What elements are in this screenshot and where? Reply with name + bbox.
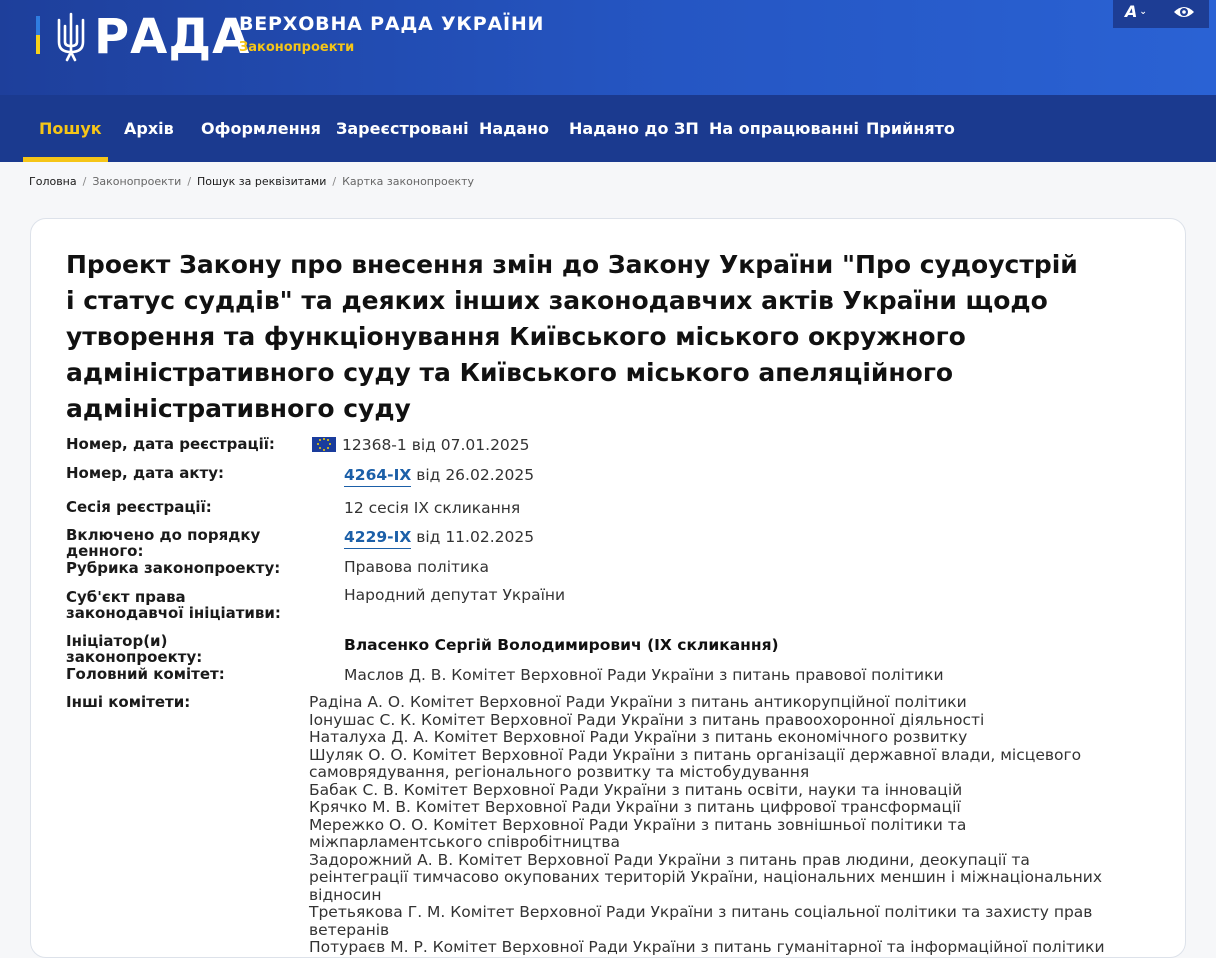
trident-icon — [53, 12, 89, 62]
site-header — [0, 0, 1216, 95]
field-label: Сесія реєстрації: — [66, 498, 212, 516]
breadcrumb — [29, 175, 474, 188]
field-value: Маслов Д. В. Комітет Верховної Ради України з питань правової політики — [344, 666, 944, 684]
field-value: 12368-1 від 07.01.2025 — [342, 436, 530, 454]
act-date: від 26.02.2025 — [416, 466, 535, 484]
act-number-link[interactable]: 4264-IX — [344, 466, 411, 487]
nav-item-adopted[interactable]: Прийнято — [866, 119, 955, 138]
list-item: Мережко О. О. Комітет Верховної Ради України з питань зовнішньої політики та міжпарламентського співробітництва — [309, 815, 967, 851]
site-logo[interactable]: РАДА — [94, 9, 251, 65]
agenda-date: від 11.02.2025 — [416, 528, 535, 546]
list-item: Наталуха Д. А. Комітет Верховної Ради України з питань економічного розвитку — [309, 728, 968, 746]
nav-item-archive[interactable]: Архів — [124, 119, 174, 138]
field-label: Включено до порядку денного: — [66, 526, 261, 560]
list-item: Задорожний А. В. Комітет Верховної Ради України з питань прав людини, деокупації та реінтеграції тимчасово окупованих територій України, національних меншин і міжнаціональних відносин — [309, 850, 1103, 904]
field-label: Інші комітети: — [66, 693, 191, 711]
field-label: Головний комітет: — [66, 665, 225, 683]
eu-flag-icon — [312, 437, 336, 452]
field-label: Ініціатор(и) законопроекту: — [66, 632, 203, 666]
section-subtitle[interactable]: Законопроекти — [239, 40, 355, 55]
ukraine-flag-icon — [36, 16, 40, 54]
other-committees-list — [309, 694, 1129, 957]
breadcrumb-current: Картка законопроекту — [342, 175, 475, 188]
org-title: ВЕРХОВНА РАДА УКРАЇНИ — [239, 13, 545, 35]
accessibility-tools — [1113, 0, 1209, 28]
nav-item-provided-to-zp[interactable]: Надано до ЗП — [569, 119, 699, 138]
breadcrumb-separator: / — [82, 175, 87, 188]
list-item: Радіна А. О. Комітет Верховної Ради України з питань антикорупційної політики — [309, 693, 967, 711]
nav-item-provided[interactable]: Надано — [479, 119, 549, 138]
bill-title: Проект Закону про внесення змін до Закону України "Про судоустрій і статус суддів" та деяких інших законодавчих актів України щодо утворення та функціонування Київського міського окружного адміністративного суду та Київського міського апеляційного адміністративного суду — [66, 250, 1078, 423]
list-item: Бабак С. В. Комітет Верховної Ради України з питань освіти, науки та інновацій — [309, 780, 963, 799]
field-value: 12 сесія IX скликання — [344, 499, 521, 517]
agenda-number-link[interactable]: 4229-IX — [344, 528, 411, 549]
chevron-down-icon: ⌄ — [1139, 7, 1147, 17]
active-tab-indicator — [23, 157, 108, 162]
breadcrumb-search-by-details[interactable]: Пошук за реквізитами — [197, 175, 327, 188]
field-label: Номер, дата акту: — [66, 464, 224, 482]
breadcrumb-bills[interactable]: Законопроекти — [92, 175, 182, 188]
nav-item-drafting[interactable]: Оформлення — [201, 119, 321, 138]
list-item: Іонушас С. К. Комітет Верховної Ради України з питань правоохоронної діяльності — [309, 710, 985, 729]
breadcrumb-home[interactable]: Головна — [29, 175, 77, 188]
bill-card — [30, 218, 1186, 958]
main-nav — [0, 95, 1216, 162]
list-item: Крячко М. В. Комітет Верховної Ради України з питань цифрової трансформації — [309, 798, 961, 816]
eye-icon[interactable] — [1173, 4, 1195, 20]
nav-item-registered[interactable]: Зареєстровані — [336, 119, 469, 138]
breadcrumb-separator: / — [187, 175, 192, 188]
breadcrumb-separator: / — [332, 175, 337, 188]
field-label: Номер, дата реєстрації: — [66, 435, 275, 453]
initiator-name: Власенко Сергій Володимирович (IX скликання) — [344, 636, 779, 654]
list-item: Шуляк О. О. Комітет Верховної Ради України з питань організації державної влади, місцевого самоврядування, регіонального розвитку та містобудування — [309, 745, 1082, 781]
field-value: Народний депутат України — [344, 586, 566, 604]
nav-item-in-processing[interactable]: На опрацюванні — [709, 119, 859, 138]
nav-item-search[interactable]: Пошук — [39, 119, 102, 138]
list-item: Третьякова Г. М. Комітет Верховної Ради України з питань соціальної політики та захисту прав ветеранів — [309, 903, 1093, 939]
field-label: Суб'єкт права законодавчої ініціативи: — [66, 588, 281, 622]
field-label: Рубрика законопроекту: — [66, 559, 281, 577]
field-value: Правова політика — [344, 558, 489, 576]
font-size-button[interactable]: A ⌄ — [1125, 2, 1147, 21]
list-item: Потураєв М. Р. Комітет Верховної Ради України з питань гуманітарної та інформаційної політики — [309, 938, 1105, 956]
